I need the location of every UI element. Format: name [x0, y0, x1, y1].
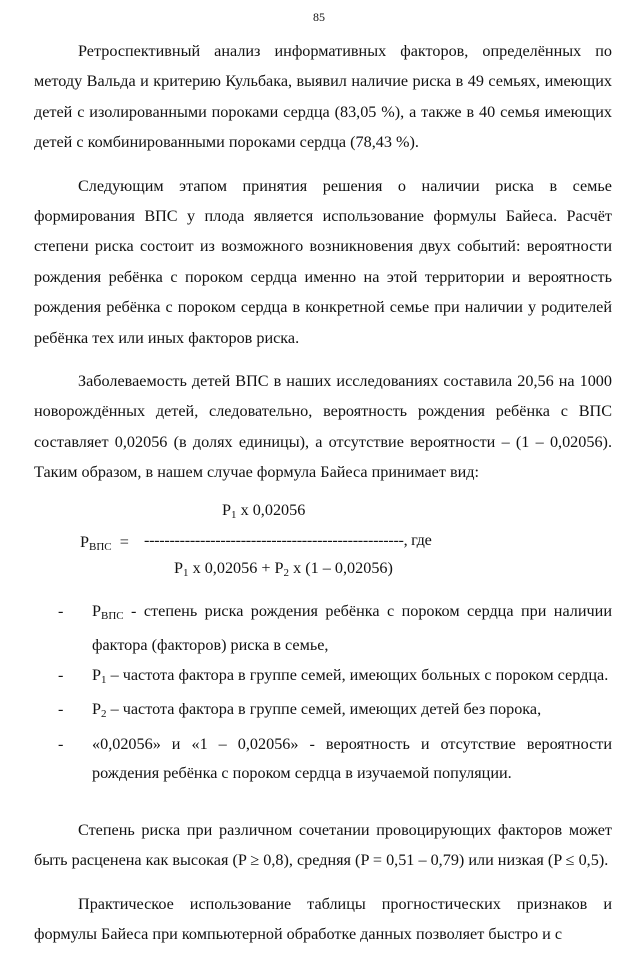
- page-number: 85: [313, 10, 325, 24]
- definition-item-p1: - $P_1$ – частота фактора в группе семей, имеющих больных с пороком сердца.: [58, 665, 609, 686]
- formula-lhs: $P_{ВПС}$ =: [80, 532, 129, 553]
- paragraph-risk-levels: Степень риска при различном сочетании провоцирующих факторов может быть расценена как высокая (P ≥ 0,8), средняя (P = 0,51 – 0,79) или низкая (P ≤ 0,5).: [34, 820, 612, 870]
- formula-numerator: $P_1$ x 0,02056: [222, 500, 306, 521]
- formula-denominator: $P_1$ x $0,02056 + P_2$ x (1 – 0,02056): [174, 558, 393, 579]
- paragraph-practical-use: Практическое использование таблицы прогностических признаков и формулы Байеса при компьютерной обработке данных позволяет быстро и с: [34, 894, 612, 943]
- formula-fraction-line: ---------------------------------------------------, где: [144, 530, 432, 549]
- paragraph-retrospective-analysis: Ретроспективный анализ информативных факторов, определённых по методу Вальда и критерию Кульбака, выявил наличие риска в 49 семьях, имеющих детей с изолированными пороками сердца (83,05 %), а также в 40 семья имеющих детей с комбинированными пороками сердца (78,43 %).: [34, 42, 612, 152]
- paragraph-bayes-step: Следующим этапом принятия решения о наличии риска в семье формирования ВПС у плода является использование формулы Байеса. Расчёт степени риска состоит из возможного возникновения двух событий: вероятности рождения ребёнка с пороком сердца именно на этой территории и вероятность рождения ребёнка с пороком сердца в конкретной семье при наличии у родителей ребёнка тех или иных факторов риска.: [34, 176, 612, 347]
- bayes-formula: [34, 501, 612, 581]
- paragraph-incidence: Заболеваемость детей ВПС в наших исследованиях составила 20,56 на 1000 новорождённых детей, следовательно, вероятность рождения ребёнка с ВПС составляет 0,02056 (в долях единицы), а отсутствие вероятности – (1 – 0,02056). Таким образом, в нашем случае формула Байеса принимает вид:: [34, 372, 612, 482]
- definition-item-pvps: - $P_{ВПС}$ - степень риска рождения ребёнка с пороком сердца при наличии фактора (факторов) риска в семье,: [58, 601, 612, 655]
- definition-item-probabilities: - «0,02056» и «1 – 0,02056» - вероятность и отсутствие вероятности рождения ребёнка с пороком сердца в изучаемой популяции.: [58, 734, 612, 783]
- page-body: [34, 36, 612, 962]
- definition-item-p2: - $P_2$ – частота фактора в группе семей, имеющих детей без порока,: [58, 700, 542, 721]
- definitions-list: [34, 597, 612, 789]
